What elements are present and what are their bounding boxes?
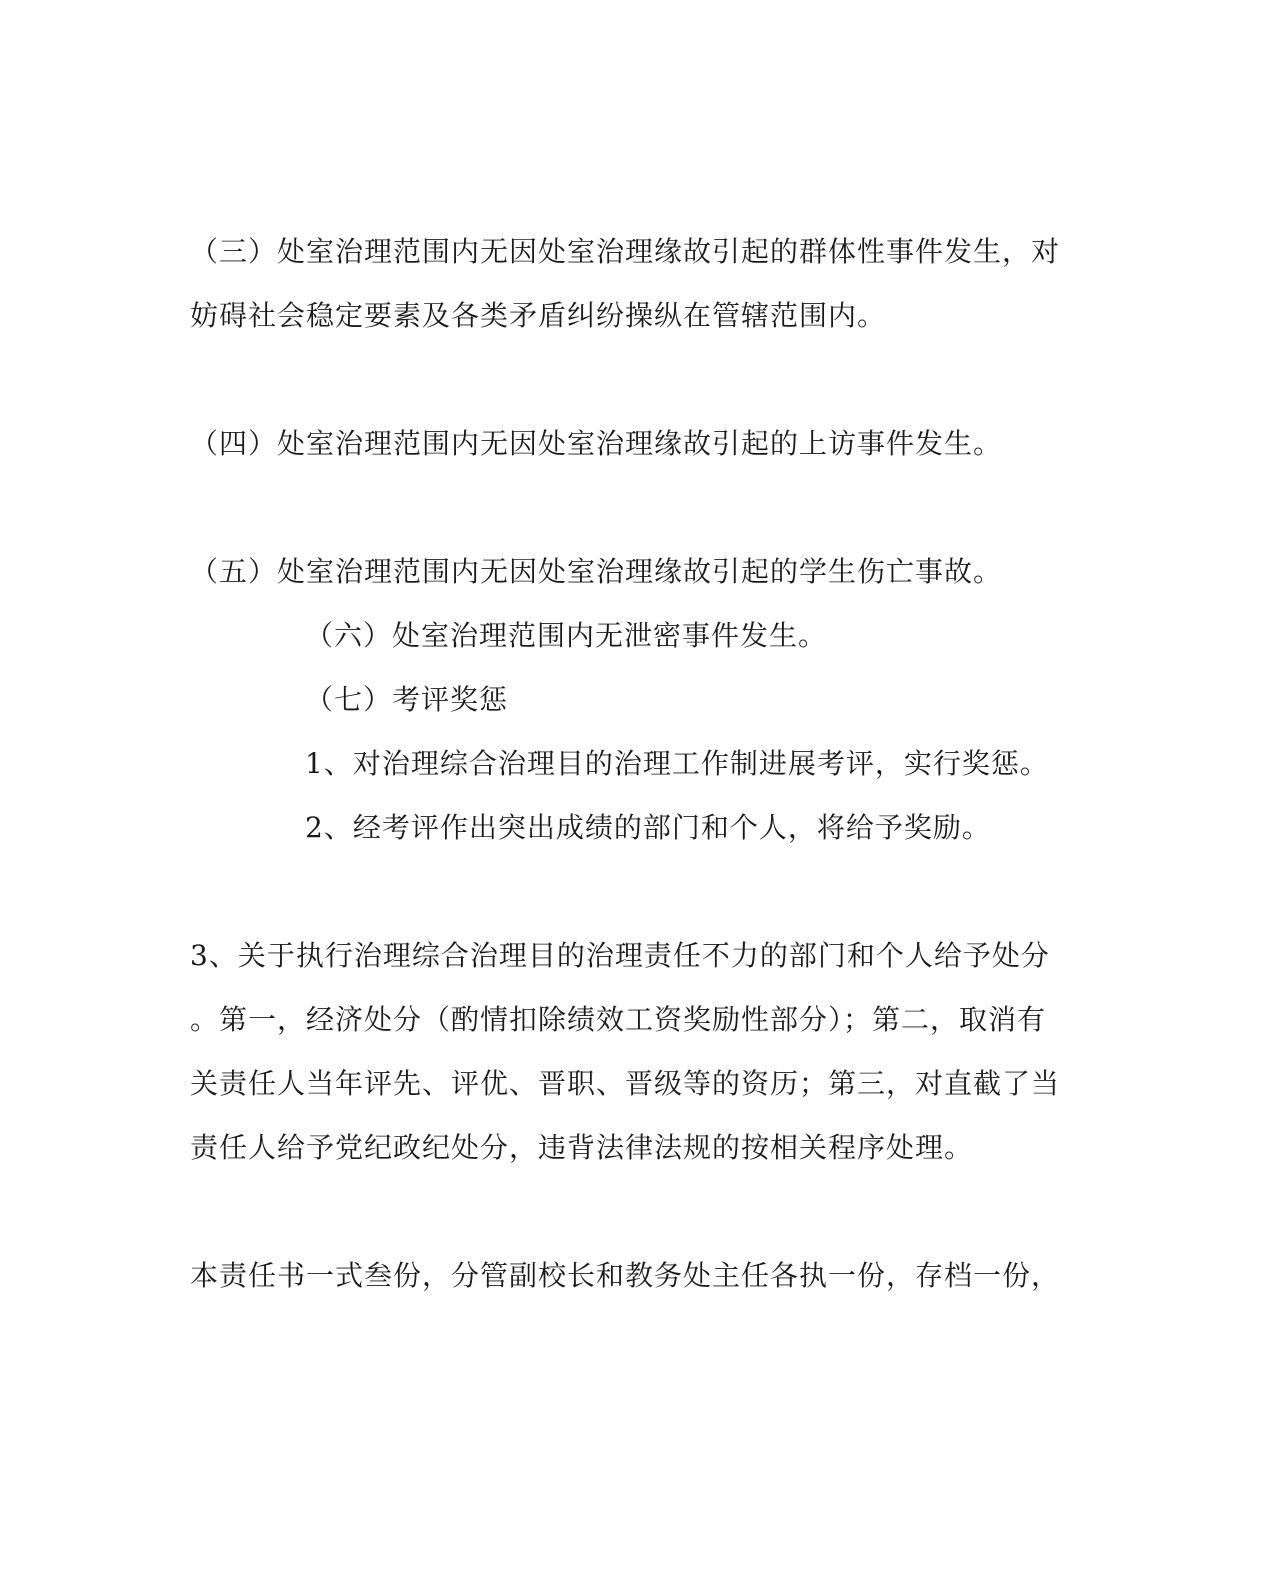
paragraph-5: （五）处室治理范围内无因处室治理缘故引起的学生伤亡事故。: [190, 555, 1003, 588]
item-1: 1、对治理综合治理目的治理工作制进展考评，实行奖惩。: [305, 747, 1049, 780]
item-3-line-4: 责任人给予党纪政纪处分，违背法律法规的按相关程序处理。: [190, 1131, 974, 1164]
item-3-line-2: 。第一，经济处分（酌情扣除绩效工资奖励性部分）；第二，取消有: [190, 1003, 1047, 1036]
item-3-line-1: 3、关于执行治理综合治理目的治理责任不力的部门和个人给予处分: [190, 939, 1050, 972]
item-2: 2、经考评作出突出成绩的部门和个人，将给予奖励。: [305, 811, 991, 844]
paragraph-6: （六）处室治理范围内无泄密事件发生。: [305, 619, 828, 652]
item-3-line-3: 关责任人当年评先、评优、晋职、晋级等的资历；第三，对直截了当: [190, 1067, 1061, 1100]
paragraph-4: （四）处室治理范围内无因处室治理缘故引起的上访事件发生。: [190, 427, 1003, 460]
paragraph-3-line-1: （三）处室治理范围内无因处室治理缘故引起的群体性事件发生，对: [190, 235, 1061, 268]
section-7-heading: （七）考评奖惩: [305, 683, 509, 716]
closing-paragraph: 本责任书一式叁份，分管副校长和教务处主任各执一份，存档一份，: [190, 1259, 1061, 1292]
paragraph-3-line-2: 妨碍社会稳定要素及各类矛盾纠纷操纵在管辖范围内。: [190, 299, 887, 332]
